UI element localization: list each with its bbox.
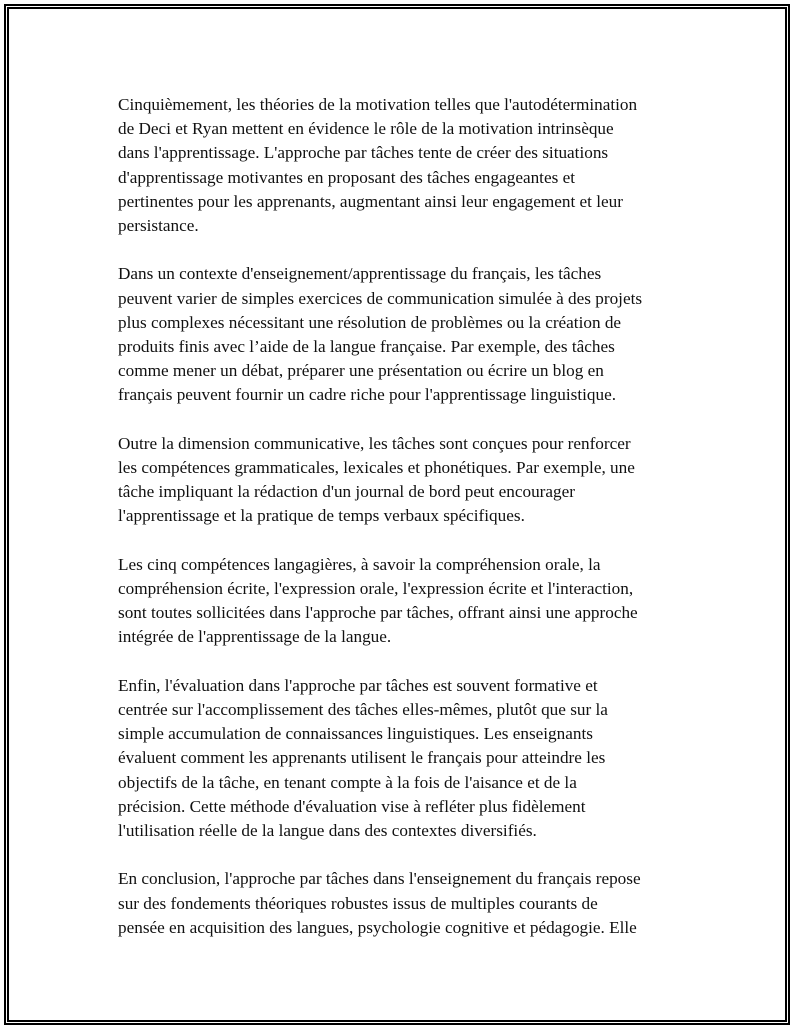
paragraph-conclusion: [118, 867, 684, 940]
text-line: Dans un contexte d'enseignement/apprentissage du français, les tâches: [118, 264, 602, 284]
paragraph-communicative: [118, 432, 684, 529]
text-line: Outre la dimension communicative, les tâches sont conçues pour renforcer: [118, 433, 631, 453]
text-line: persistance.: [118, 216, 199, 236]
text-line: Cinquièmement, les théories de la motivation telles que l'autodétermination: [118, 95, 638, 114]
paragraph-motivation: [118, 93, 684, 238]
text-line: produits finis avec l’aide de la langue française. Par exemple, des tâches: [118, 337, 615, 357]
text-line: sur des fondements théoriques robustes issus de multiples courants de: [118, 893, 598, 913]
text-line: tâche impliquant la rédaction d'un journal de bord peut encourager: [118, 482, 575, 502]
text-line: de Deci et Ryan mettent en évidence le rôle de la motivation intrinsèque: [118, 119, 614, 139]
text-line: Les cinq compétences langagières, à savoir la compréhension orale, la: [118, 554, 601, 574]
text-line: les compétences grammaticales, lexicales et phonétiques. Par exemple, une: [118, 458, 635, 478]
paragraph-context: [118, 262, 684, 407]
text-line: Enfin, l'évaluation dans l'approche par tâches est souvent formative et: [118, 675, 598, 695]
paragraph-evaluation: [118, 674, 684, 843]
document-body: [118, 93, 684, 964]
text-line: centrée sur l'accomplissement des tâches elles-mêmes, plutôt que sur la: [118, 700, 608, 720]
text-line: plus complexes nécessitant une résolution de problèmes ou la création de: [118, 312, 622, 332]
text-line: précision. Cette méthode d'évaluation vise à refléter plus fidèlement: [118, 796, 586, 816]
text-line: peuvent varier de simples exercices de communication simulée à des projets: [118, 288, 643, 308]
text-line: comme mener un débat, préparer une présentation ou écrire un blog en: [118, 361, 604, 381]
text-line: d'apprentissage motivantes en proposant des tâches engageantes et: [118, 167, 575, 187]
text-line: pensée en acquisition des langues, psychologie cognitive et pédagogie. Elle: [118, 917, 637, 937]
text-line: En conclusion, l'approche par tâches dans l'enseignement du français repose: [118, 869, 641, 889]
text-line: sont toutes sollicitées dans l'approche par tâches, offrant ainsi une approche: [118, 603, 638, 623]
text-line: dans l'apprentissage. L'approche par tâches tente de créer des situations: [118, 143, 609, 163]
text-line: simple accumulation de connaissances linguistiques. Les enseignants: [118, 724, 593, 744]
text-line: pertinentes pour les apprenants, augmentant ainsi leur engagement et leur: [118, 191, 623, 211]
paragraph-competences: [118, 553, 684, 650]
text-line: l'utilisation réelle de la langue dans des contextes diversifiés.: [118, 821, 537, 841]
text-line: l'apprentissage et la pratique de temps verbaux spécifiques.: [118, 506, 525, 526]
text-line: français peuvent fournir un cadre riche pour l'apprentissage linguistique.: [118, 385, 617, 405]
text-line: intégrée de l'apprentissage de la langue.: [118, 627, 392, 647]
text-line: objectifs de la tâche, en tenant compte à la fois de l'aisance et de la: [118, 772, 577, 792]
text-line: évaluent comment les apprenants utilisent le français pour atteindre les: [118, 748, 606, 768]
text-line: compréhension écrite, l'expression orale, l'expression écrite et l'interaction,: [118, 579, 634, 599]
